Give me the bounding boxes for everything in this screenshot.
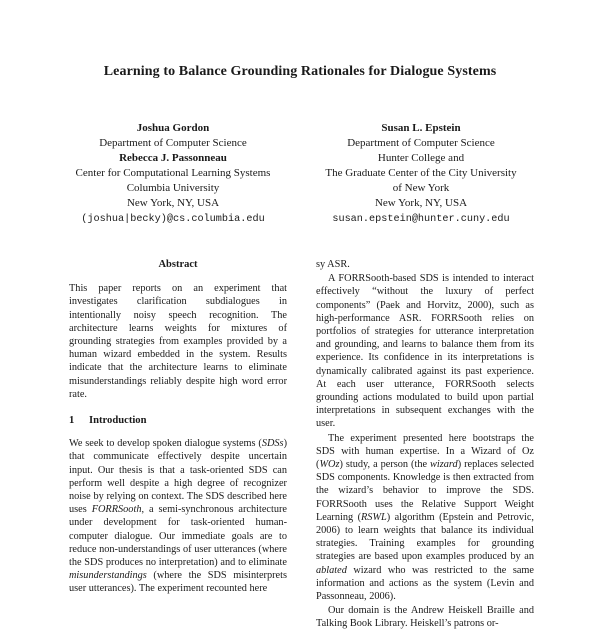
left-column (69, 258, 287, 596)
section-number: 1 (69, 415, 75, 427)
text-run: ) study, a person (the (339, 459, 431, 471)
author-affiliation: Department of Computer Science (99, 137, 247, 150)
italic-term: FORRSooth (91, 504, 142, 516)
author-affiliation: Center for Computational Learning Systems (75, 167, 271, 180)
right-column (316, 258, 534, 631)
author-location: New York, NY, USA (126, 197, 220, 210)
italic-term: WOz (319, 459, 340, 471)
italic-term: ablated (316, 564, 347, 576)
italic-term: misunderstandings (69, 570, 147, 582)
intro-paragraph (69, 437, 287, 595)
paragraph-continuation: sy ASR. (316, 259, 350, 270)
author-affiliation: Columbia University (126, 182, 220, 195)
paper-title: Learning to Balance Grounding Rationales for Dialogue Systems (103, 64, 497, 79)
author-name: Rebecca J. Passonneau (119, 152, 227, 165)
author-block-right (281, 121, 561, 227)
author-affiliation: Department of Computer Science (347, 137, 495, 150)
text-run: ) that communicate effectively despite uncertain input. Our thesis is that a task-oriented SDS can perform well despite a high degree of recognizer noise by relying on context. The SDS described here uses (69, 438, 287, 516)
author-affiliation: of New York (392, 182, 450, 195)
text-run: (where the SDS misinterprets user utterances). The experiment recounted here (69, 570, 287, 595)
text-run: The experiment presented here bootstraps the SDS with human expertise. In a Wizard of Oz ( (316, 432, 534, 471)
paragraph: Our domain is the Andrew Heiskell Braille and Talking Book Library. Heiskell’s patrons or- (316, 605, 534, 630)
text-run: ) replaces selected SDS components. Knowledge is then extracted from the wizard’s behavior to improve the SDS. FORRSooth uses the Relative Support Weight Learning ( (316, 459, 534, 523)
paragraph: A FORRSooth-based SDS is intended to interact effectively “without the luxury of perfect components” (Paek and Horvitz, 2000), such as high-performance ASR. FORRSooth relies on portfolios of strategies for utterance interpretation and grounding, and learns to balance them from its experience. Its confidence in its interpretations is dynamically calibrated against its past experience. At each user utterance, FORRSooth selects grounding actions modulated to build upon partial interpretations in subsequent exchanges with the user. (316, 273, 534, 430)
italic-term: RSWL (361, 511, 387, 523)
author-name: Susan L. Epstein (381, 122, 461, 134)
author-affiliation: The Graduate Center of the City University (325, 167, 517, 180)
section-title: Introduction (89, 415, 147, 427)
italic-term: SDSs (261, 438, 284, 450)
author-location: New York, NY, USA (374, 197, 468, 210)
section-heading (69, 414, 287, 427)
italic-term: wizard (430, 459, 458, 471)
author-email: (joshua|becky)@cs.columbia.edu (81, 213, 265, 225)
paragraph (316, 432, 534, 604)
text-run: wizard who was restricted to the same information and actions as the system (Levin and Passonneau, 2006). (316, 564, 534, 603)
text-run: ) algorithm (Epstein and Petrovic, 2006) to learn weights that balance its individual strategies. Training examples for grounding strategies are based upon examples produced by an (316, 511, 534, 563)
abstract-heading: Abstract (158, 259, 198, 270)
author-block-left (33, 121, 313, 227)
author-email: susan.epstein@hunter.cuny.edu (332, 213, 510, 225)
text-run: We seek to develop spoken dialogue systems ( (69, 438, 262, 450)
author-name: Joshua Gordon (136, 122, 210, 134)
text-run: , a semi-synchronous architecture under development for task-oriented human-computer dialogue. Our immediate goals are to reduce non-understandings of user utterances (where the SDS produces no interpretation) and to eliminate (69, 504, 288, 569)
author-affiliation: Hunter College and (377, 152, 465, 165)
abstract-body: This paper reports on an experiment that investigates clarification subdialogues in intentionally noisy speech recognition. The architecture learns weights for mixtures of grounding strategies from examples provided by a human wizard embedded in the system. Results indicate that the architecture learns to eliminate misunderstandings reliably despite high word error rate. (69, 283, 287, 400)
